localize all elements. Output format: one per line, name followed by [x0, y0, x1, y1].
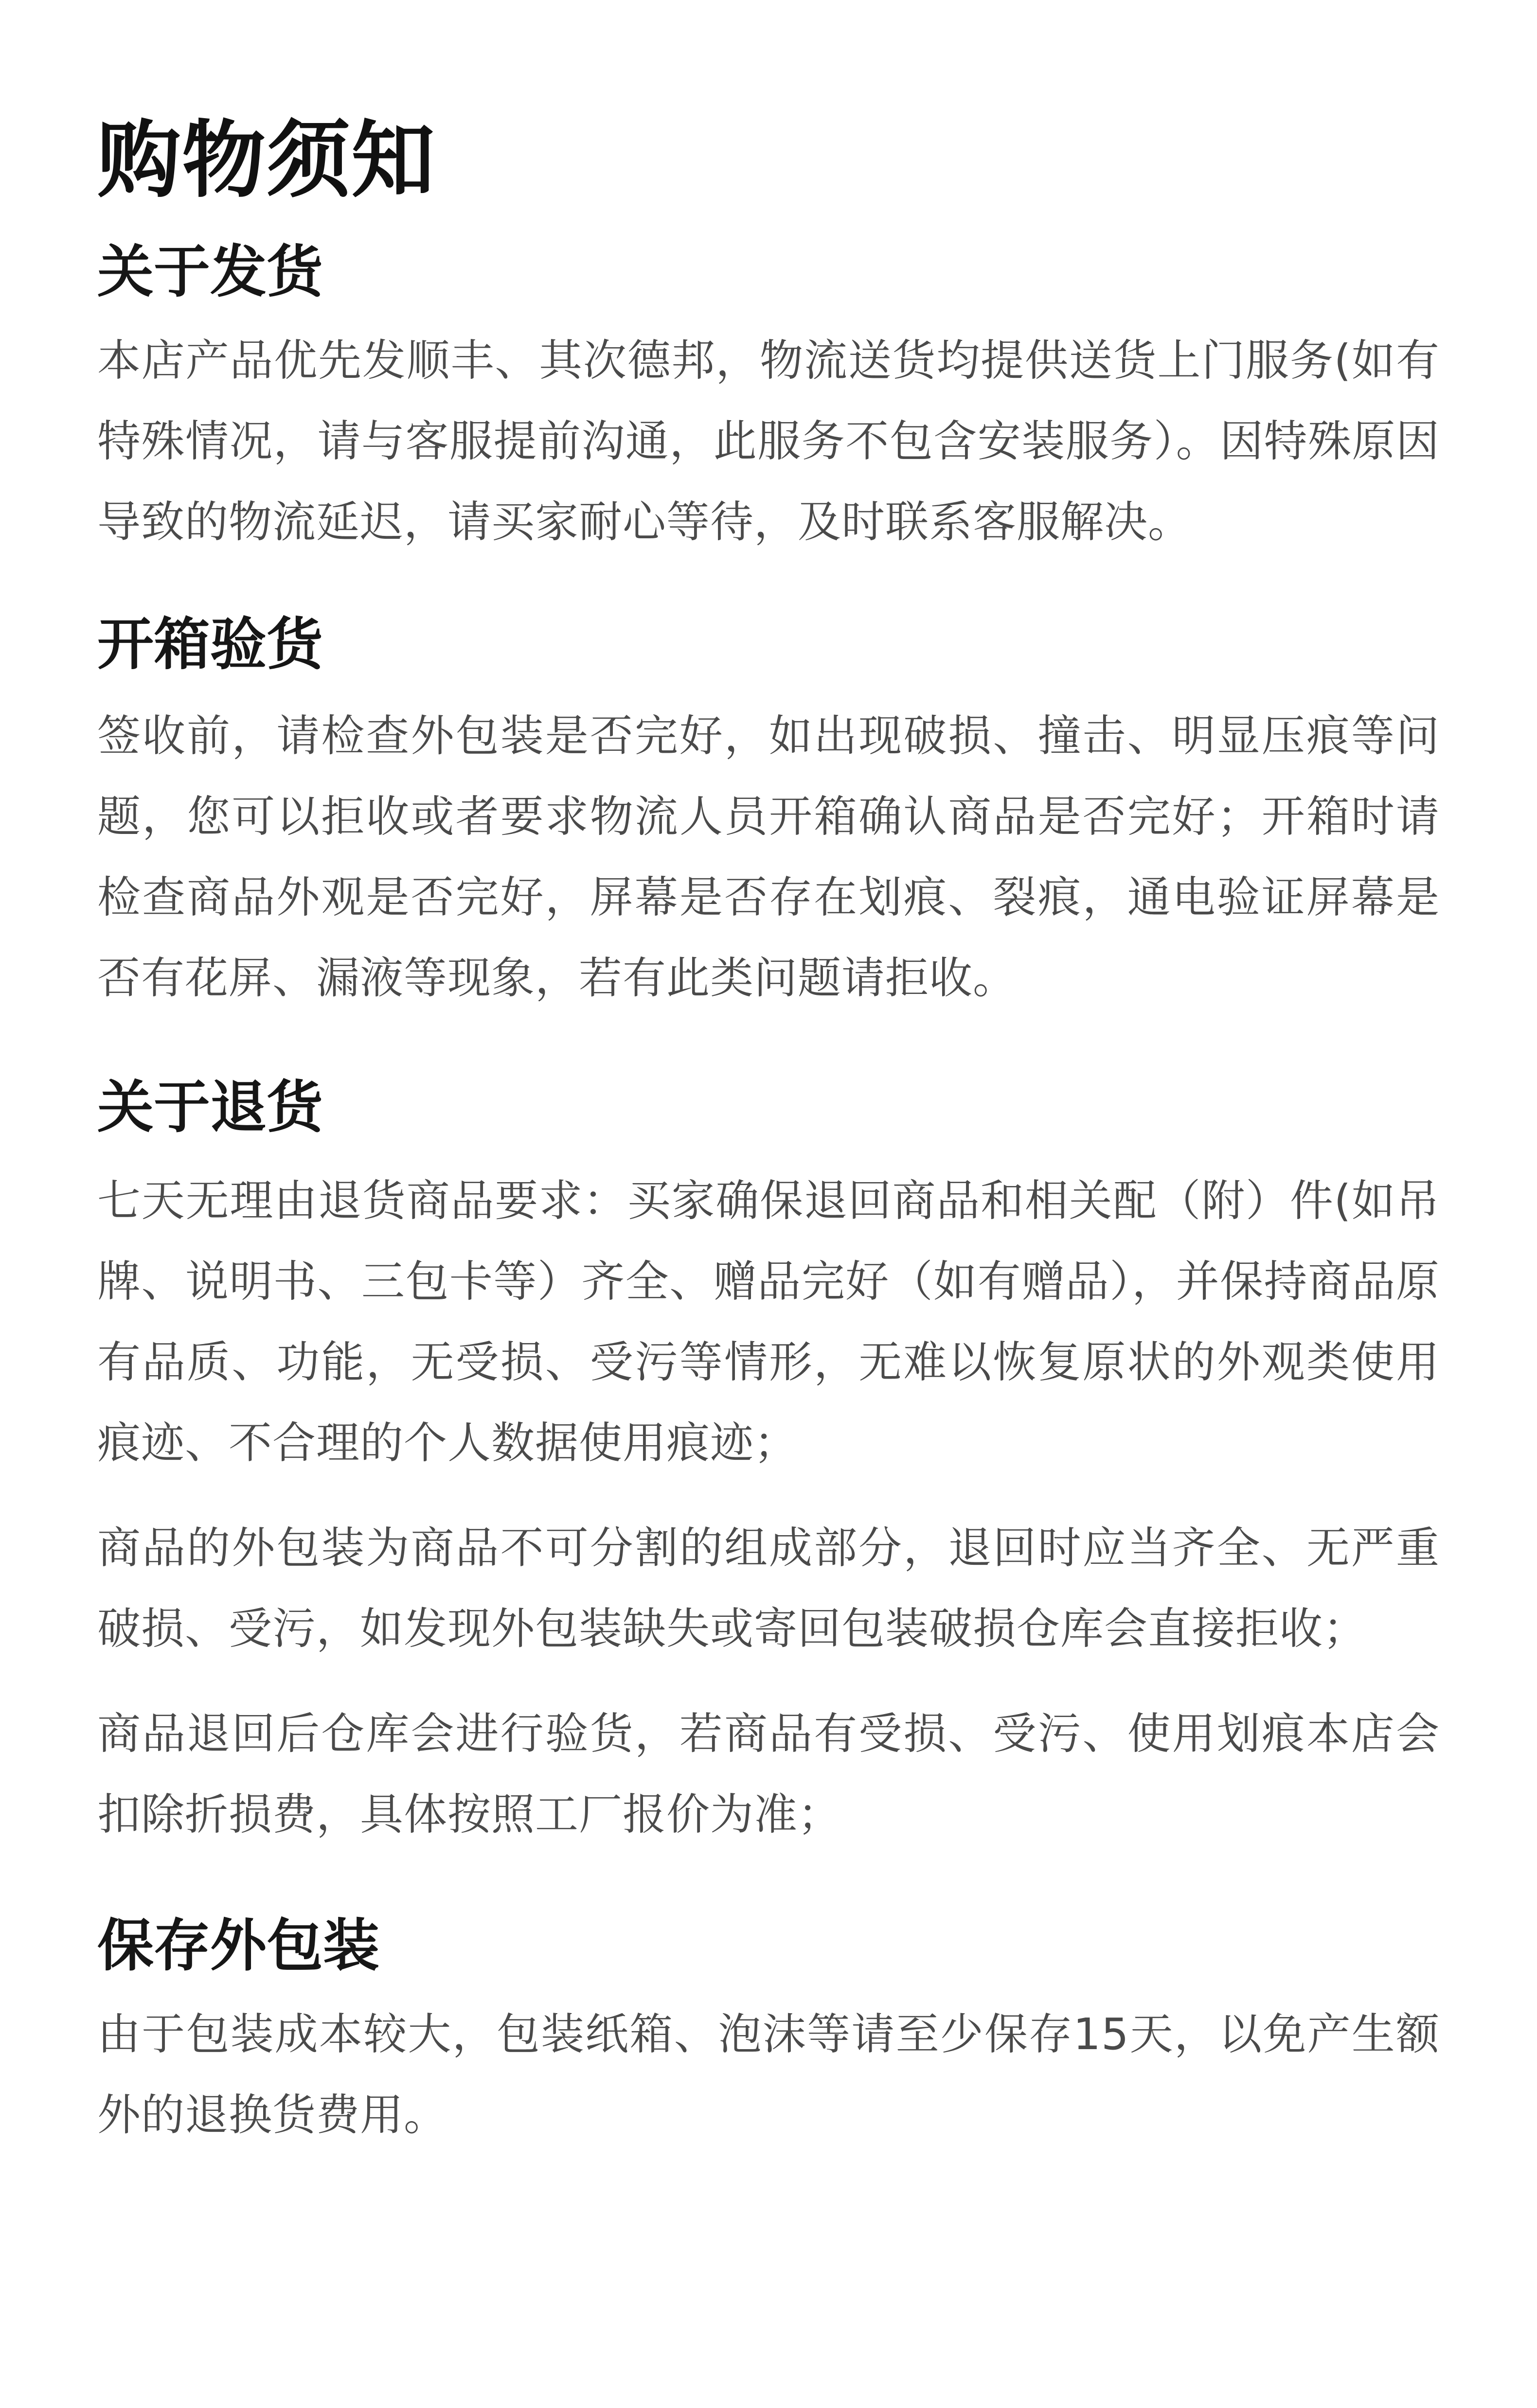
section-heading-keep-packaging: 保存外包装 — [97, 1913, 379, 1979]
returns-paragraph-requirements: 七天无理由退货商品要求：买家确保退回商品和相关配（附）件(如吊牌、说明书、三包卡等）齐全、赠品完好（如有赠品），并保持商品原有品质、功能，无受损、受污等情形，无难以恢复原状的外观类使用痕迹、不合理的个人数据使用痕迹； — [97, 1175, 1440, 1468]
section-shipping — [97, 233, 1440, 562]
section-returns — [97, 1069, 1440, 1855]
returns-paragraph-inspection-fee: 商品退回后仓库会进行验货，若商品有受损、受污、使用划痕本店会扣除折损费，具体按照工厂报价为准； — [97, 1708, 1440, 1840]
inspection-paragraph: 签收前，请检查外包装是否完好，如出现破损、撞击、明显压痕等问题，您可以拒收或者要求物流人员开箱确认商品是否完好；开箱时请检查商品外观是否完好，屏幕是否存在划痕、裂痕，通电验证屏幕是否有花屏、漏液等现象，若有此类问题请拒收。 — [97, 710, 1440, 1003]
section-heading-unboxing-inspection: 开箱验货 — [97, 612, 323, 677]
section-keep-packaging — [97, 1907, 1440, 2155]
section-heading-shipping: 关于发货 — [97, 239, 323, 305]
section-unboxing-inspection — [97, 606, 1440, 1018]
page-title: 购物须知 — [97, 111, 436, 209]
shipping-paragraph: 本店产品优先发顺丰、其次德邦，物流送货均提供送货上门服务(如有特殊情况，请与客服提前沟通，此服务不包含安装服务）。因特殊原因导致的物流延迟，请买家耐心等待，及时联系客服解决。 — [97, 335, 1440, 547]
returns-paragraph-packaging: 商品的外包装为商品不可分割的组成部分，退回时应当齐全、无严重破损、受污，如发现外包装缺失或寄回包装破损仓库会直接拒收； — [97, 1523, 1440, 1654]
keep-packaging-paragraph: 由于包装成本较大，包装纸箱、泡沫等请至少保存15天，以免产生额外的退换货费用。 — [97, 2009, 1440, 2140]
section-heading-returns: 关于退货 — [97, 1075, 323, 1140]
